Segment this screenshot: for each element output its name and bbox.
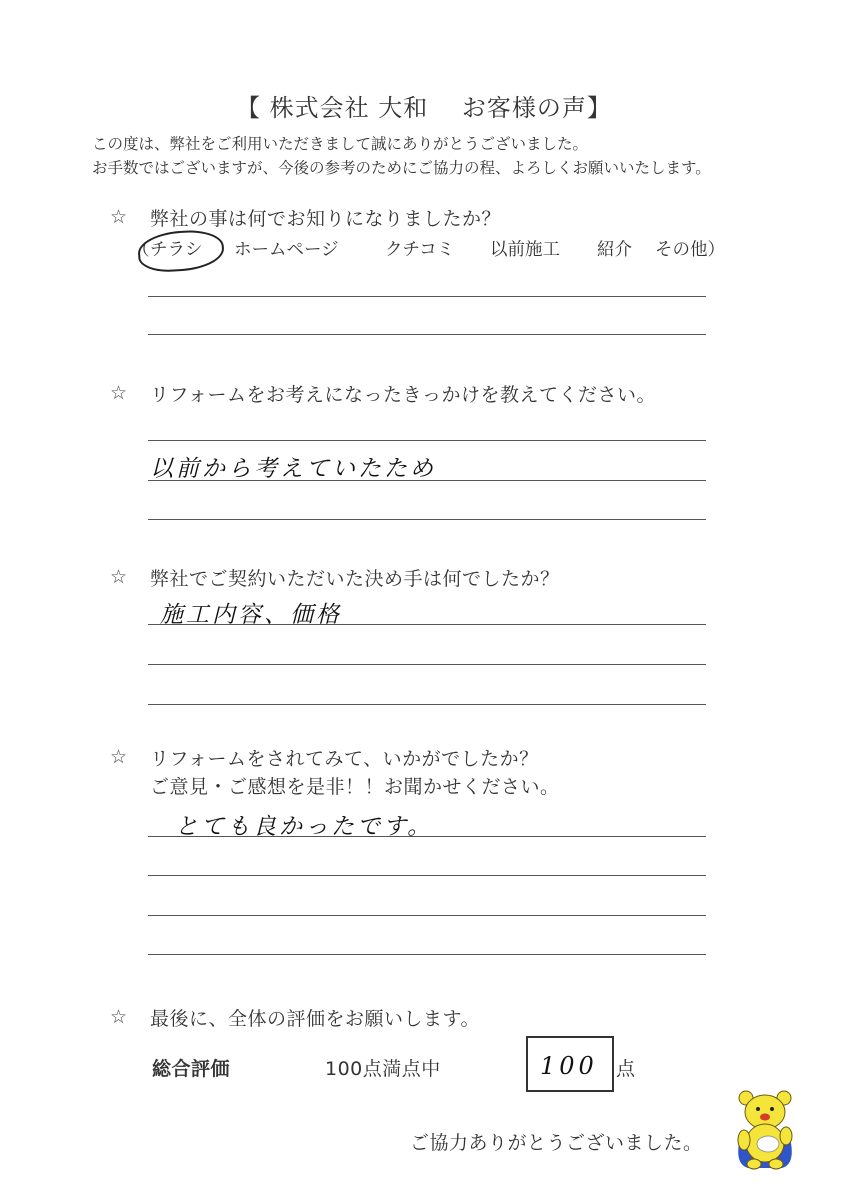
question-5-text: 最後に、全体の評価をお願いします。 bbox=[150, 1008, 480, 1030]
handwritten-answer-4: とても良かったです。 bbox=[175, 814, 434, 840]
star-icon: ☆ bbox=[110, 566, 128, 588]
handwritten-answer-3: 施工内容、価格 bbox=[160, 602, 342, 628]
answer-line bbox=[148, 440, 706, 441]
option-referral[interactable]: 紹介 bbox=[597, 240, 632, 260]
score-unit: 点 bbox=[616, 1058, 636, 1080]
answer-line bbox=[148, 915, 706, 916]
answer-line bbox=[148, 836, 706, 837]
answer-line bbox=[148, 334, 706, 335]
option-other[interactable]: その他） bbox=[655, 240, 725, 260]
answer-line bbox=[148, 664, 706, 665]
option-flyer[interactable]: チラシ bbox=[150, 240, 203, 260]
star-icon: ☆ bbox=[110, 382, 128, 404]
answer-line bbox=[148, 875, 706, 876]
star-icon: ☆ bbox=[110, 206, 128, 228]
answer-line bbox=[148, 519, 706, 520]
options-open-paren: （ bbox=[132, 240, 150, 260]
closing-thanks: ご協力ありがとうございました。 bbox=[410, 1132, 703, 1154]
selected-option-circle bbox=[137, 228, 226, 274]
star-icon: ☆ bbox=[110, 746, 128, 768]
star-icon: ☆ bbox=[110, 1006, 128, 1028]
answer-line bbox=[148, 624, 706, 625]
question-2-text: リフォームをお考えになったきっかけを教えてください。 bbox=[150, 384, 657, 406]
question-4-text-line-1: リフォームをされてみて、いかがでしたか？ bbox=[150, 748, 539, 770]
intro-line-2: お手数ではございますが、今後の参考のためにご協力の程、よろしくお願いいたします。 bbox=[92, 159, 711, 177]
question-4-text-line-2: ご意見・ご感想を是非！！お聞かせください。 bbox=[150, 776, 560, 798]
answer-line bbox=[148, 296, 706, 297]
question-1-text: 弊社の事は何でお知りになりましたか？ bbox=[150, 208, 502, 230]
answer-line bbox=[148, 954, 706, 955]
bear-mascot-icon bbox=[730, 1088, 800, 1172]
page-title: 【 株式会社 大和 お客様の声】 bbox=[236, 94, 612, 122]
answer-line bbox=[148, 480, 706, 481]
intro-line-1: この度は、弊社をご利用いただきまして誠にありがとうございました。 bbox=[92, 135, 589, 153]
option-word-of-mouth[interactable]: クチコミ bbox=[385, 240, 455, 260]
rating-scale-text: 100点満点中 bbox=[325, 1058, 441, 1080]
question-3-text: 弊社でご契約いただいた決め手は何でしたか？ bbox=[150, 568, 560, 590]
answer-line bbox=[148, 704, 706, 705]
score-value: 100 bbox=[540, 1052, 598, 1080]
overall-rating-label: 総合評価 bbox=[152, 1058, 231, 1080]
option-homepage[interactable]: ホームページ bbox=[234, 240, 339, 260]
handwritten-answer-2: 以前から考えていたため bbox=[150, 456, 436, 482]
option-previous-work[interactable]: 以前施工 bbox=[490, 240, 560, 260]
